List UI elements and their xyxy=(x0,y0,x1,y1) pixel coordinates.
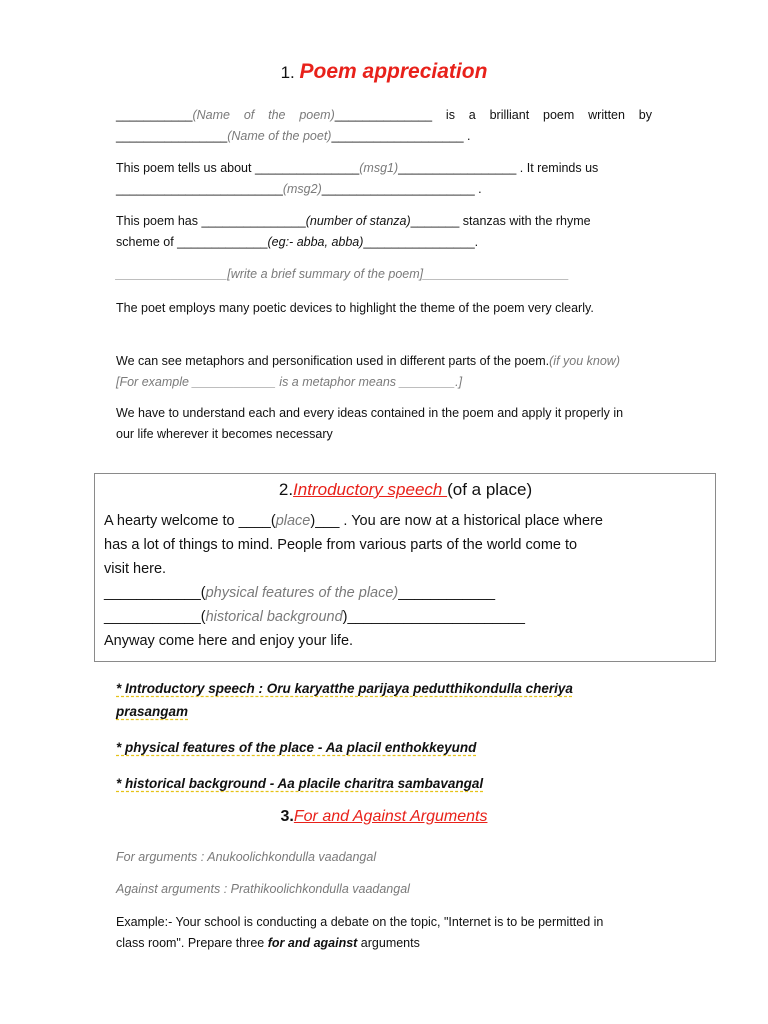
text: Example:- Your school is conducting a debate on the topic, "Internet is to be permitted in class room". Prepare three xyxy=(116,915,604,950)
section1-number: 1. xyxy=(280,63,295,82)
text: scheme of _____________ xyxy=(116,235,268,249)
speech-line6: Anyway come here and enjoy your life. xyxy=(104,633,354,649)
section3-title: For and Against Arguments xyxy=(293,808,488,825)
section2-number: 2. xyxy=(278,480,294,499)
poem-para2-line1 xyxy=(116,158,652,179)
blank: ____________( xyxy=(104,609,206,625)
hint-poet-name: (Name of the poet) xyxy=(227,129,332,143)
for-arguments-line: For arguments : Anukoolichkondulla vaadangal xyxy=(116,850,377,864)
text: _______ stanzas with the rhyme xyxy=(410,214,591,228)
speech-line3: visit here. xyxy=(104,561,167,577)
blank: )______________________ xyxy=(342,609,525,625)
blank: ________________________ xyxy=(116,182,283,196)
hint-msg1: (msg1) xyxy=(359,161,399,175)
blank: ____________( xyxy=(104,585,206,601)
section1-title: Poem appreciation xyxy=(299,60,488,83)
text: A hearty welcome to ____( xyxy=(104,513,276,529)
section3-heading xyxy=(0,808,768,826)
note-physical-features: * physical features of the place - Aa placil enthokkeyund xyxy=(116,740,477,755)
hint-msg2: (msg2) xyxy=(282,182,322,196)
speech-line2: has a lot of things to mind. People from various parts of the world come to xyxy=(104,537,578,553)
poem-devices-paragraph: The poet employs many poetic devices to highlight the theme of the poem very clearly. xyxy=(116,301,594,315)
section2-title: Introductory speech xyxy=(293,480,448,499)
speech-line4 xyxy=(104,581,704,605)
text: arguments xyxy=(357,935,420,950)
hint-stanza: (number of stanza) xyxy=(305,214,411,228)
poem-metaphors-paragraph xyxy=(116,351,641,392)
text: _________________ . It reminds us xyxy=(398,161,599,175)
poem-ideas-paragraph: We have to understand each and every ideas contained in the poem and apply it properly in our life wherever it becomes necessary xyxy=(116,406,624,441)
emphasis: for and against xyxy=(267,935,358,950)
text: )___ . You are now at a historical place where xyxy=(310,513,603,529)
poem-summary-line: ________________[write a brief summary of the poem]_____________________ xyxy=(116,267,570,281)
poem-para1-line2 xyxy=(116,126,652,147)
hint-poem-name: (Name of the poem) xyxy=(192,108,335,122)
section3-number: 3. xyxy=(280,808,294,825)
text: ___________________ . xyxy=(331,129,471,143)
poem-para3-line2 xyxy=(116,232,652,253)
note-historical-background: * historical background - Aa placile charitra sambavangal xyxy=(116,776,484,791)
poem-para2-line2 xyxy=(116,179,652,200)
blank: ___________ xyxy=(116,108,193,122)
hint-physical-features: physical features of the place) xyxy=(205,585,399,601)
speech-line1 xyxy=(104,509,704,533)
blank: ________________ xyxy=(116,129,228,143)
hint-rhyme: (eg:- abba, abba) xyxy=(267,235,364,249)
text: We can see metaphors and personification used in different parts of the poem. xyxy=(116,354,550,368)
blank: ____________ xyxy=(398,585,496,601)
poem-para3-line1 xyxy=(116,211,652,232)
section2-heading xyxy=(0,480,768,500)
against-arguments-line: Against arguments : Prathikoolichkondulla vaadangal xyxy=(116,882,410,896)
hint-place: place xyxy=(275,513,311,529)
section2-suffix: (of a place) xyxy=(447,480,533,499)
text: This poem has _______________ xyxy=(116,214,306,228)
debate-example-paragraph xyxy=(116,912,606,953)
text: ______________ is a brilliant poem written by xyxy=(334,108,652,122)
note-introductory-speech: * Introductory speech : Oru karyatthe parijaya pedutthikondulla cheriya prasangam xyxy=(116,681,573,719)
speech-line5 xyxy=(104,605,704,629)
poem-para1-line1 xyxy=(116,105,652,126)
hint-historical-background: historical background xyxy=(205,609,343,625)
text: ______________________ . xyxy=(321,182,482,196)
hint-metaphor: (if you know)[For example ____________ is a metaphor means ________.] xyxy=(116,354,620,389)
text: ________________. xyxy=(363,235,479,249)
section1-heading xyxy=(0,60,768,84)
text: This poem tells us about _______________ xyxy=(116,161,360,175)
